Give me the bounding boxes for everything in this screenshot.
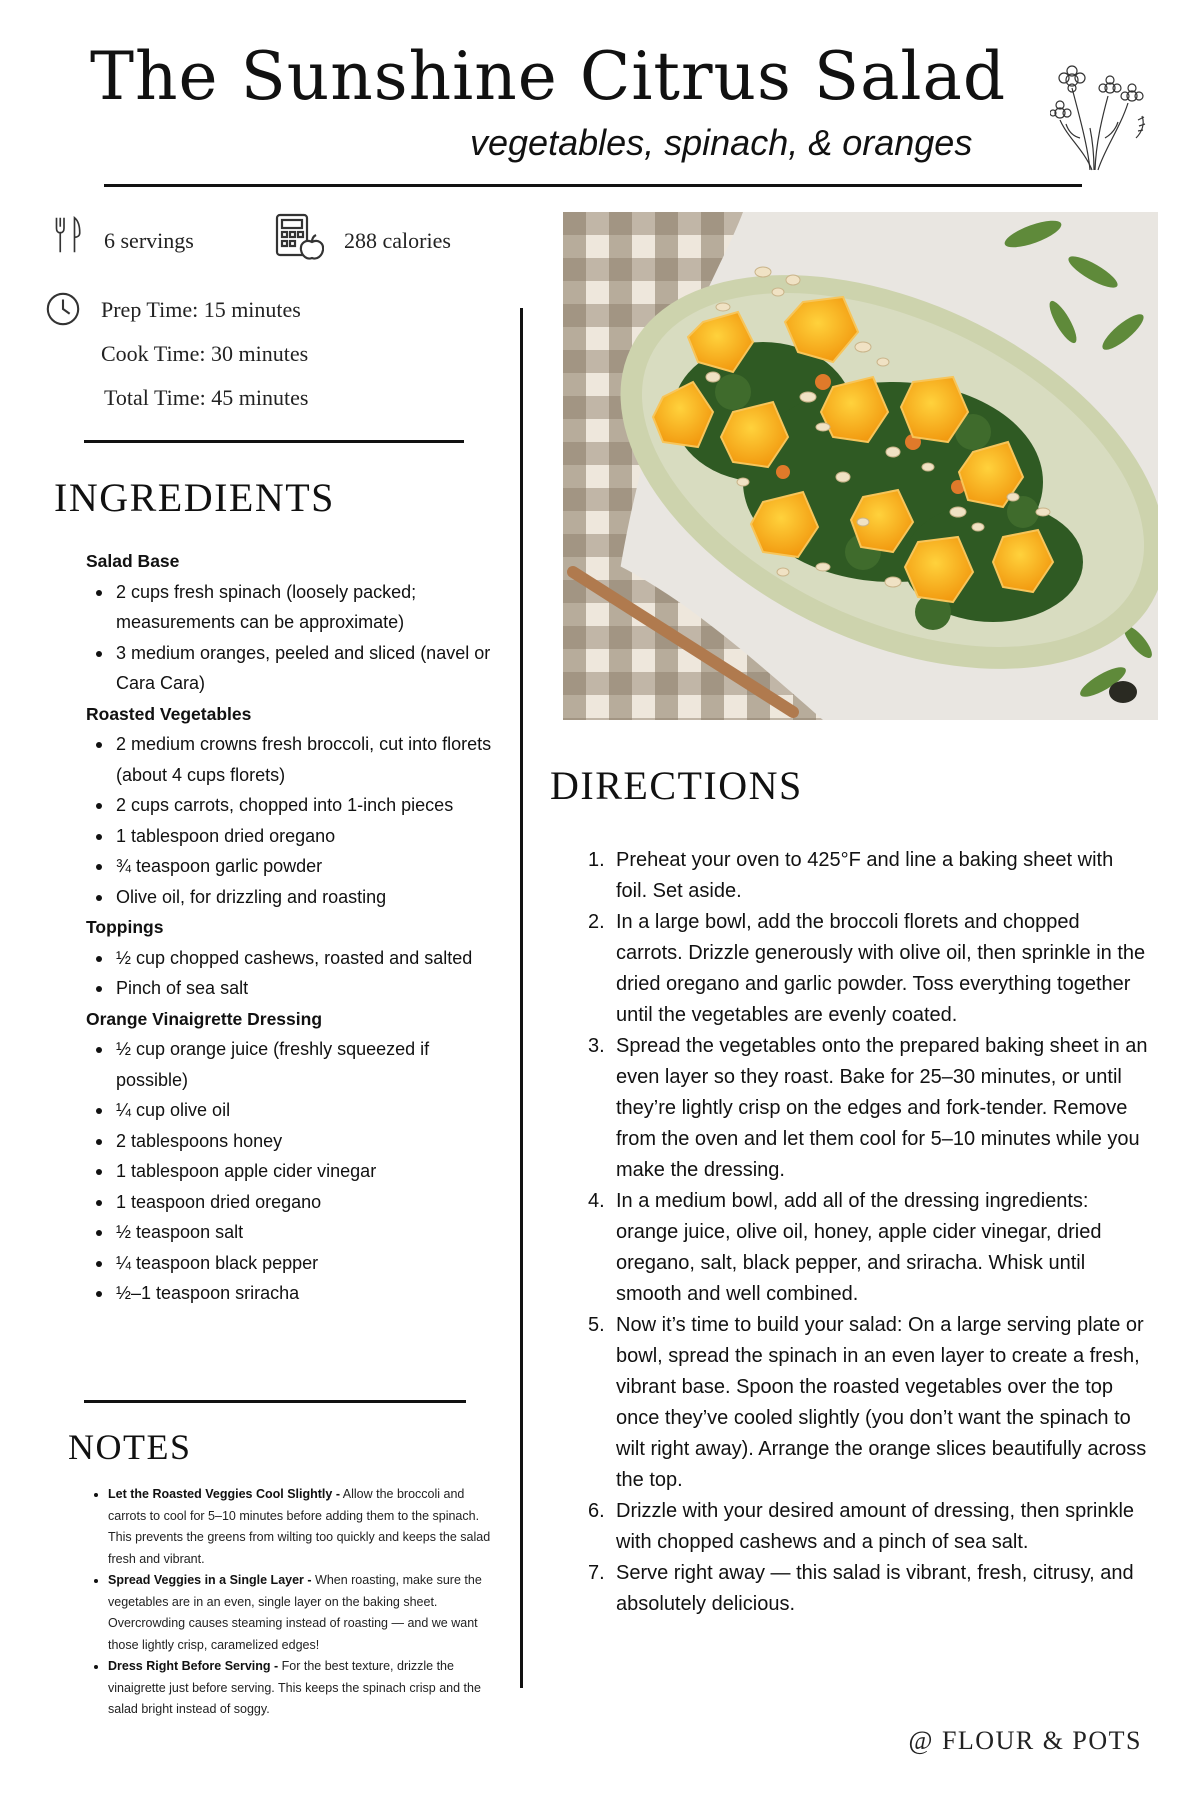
list-item: ½–1 teaspoon sriracha [86,1278,506,1309]
step-text: Now it’s time to build your salad: On a large serving plate or bowl, spread the spinach in an even layer to create a fresh, vibrant base. Spoon the roasted vegetables over the top once they’ve cooled slightly (you don’t want the spinach to wilt right away). Arrange the orange slices beautifully across the top. [616,1314,1147,1491]
direction-step: 2. In a large bowl, add the broccoli florets and chopped carrots. Drizzle generously with olive oil, then sprinkle in the dried oregano and garlic powder. Toss everything together until the vegetables are evenly coated. [588,911,1146,1026]
list-item: ¾ teaspoon garlic powder [86,851,506,882]
clock-icon [44,290,82,328]
ingredient-group-roasted-vegetables [86,699,506,913]
note-title: Let the Roasted Veggies Cool Slightly - [108,1487,340,1501]
ingredient-group-salad-base [86,546,506,699]
list-item: ½ cup chopped cashews, roasted and salted [86,943,506,974]
recipe-subtitle: vegetables, spinach, & oranges [470,122,973,163]
note-title: Dress Right Before Serving - [108,1659,279,1673]
list-item: ½ cup orange juice (freshly squeezed if possible) [86,1034,506,1095]
list-item: 3 medium oranges, peeled and sliced (navel or Cara Cara) [86,638,506,699]
direction-step: 3. Spread the vegetables onto the prepared baking sheet in an even layer so they roast. Bake for 25–30 minutes, or until they’re lightly crisp on the edges and fork-tender. Remove from the oven and let them cool for 5–10 minutes while you make the dressing. [588,1035,1148,1181]
direction-step: 1. Preheat your oven to 425°F and line a baking sheet with foil. Set aside. [588,849,1114,902]
list-item: 2 medium crowns fresh broccoli, cut into florets (about 4 cups florets) [86,729,506,790]
calories: 288 calories [344,228,451,253]
meta-divider [84,440,464,443]
list-item: ¼ teaspoon black pepper [86,1248,506,1279]
note-item [92,1570,496,1656]
list-item: ¼ cup olive oil [86,1095,506,1126]
list-item: Olive oil, for drizzling and roasting [86,882,506,913]
ingredients-list [86,546,506,1309]
direction-step: 4. In a medium bowl, add all of the dressing ingredients: orange juice, olive oil, honey, apple cider vinegar, dried oregano, salt, black pepper, and sriracha. Whisk until smooth and well combined. [588,1190,1102,1305]
cook-time: Cook Time: 30 minutes [101,341,309,366]
group-title: Roasted Vegetables [86,703,252,724]
group-title: Salad Base [86,551,180,571]
step-text: In a large bowl, add the broccoli florets and chopped carrots. Drizzle generously with olive oil, then sprinkle in the dried oregano and garlic powder. Toss everything together until the vegetables are evenly coated. [616,911,1146,1026]
list-item: 1 tablespoon apple cider vinegar [86,1156,506,1187]
list-item: 2 cups carrots, chopped into 1-inch pieces [86,790,506,821]
step-text: In a medium bowl, add all of the dressing ingredients: orange juice, olive oil, honey, apple cider vinegar, dried oregano, salt, black pepper, and sriracha. Whisk until smooth and well combined. [616,1190,1102,1305]
note-text: When roasting, make sure the vegetables are in an even, single layer on the baking sheet. Overcrowding causes steaming instead of roasting — and we want those lightly crisp, caramelized edges! [108,1573,482,1652]
direction-step: 6. Drizzle with your desired amount of dressing, then sprinkle with chopped cashews and a pinch of sea salt. [588,1500,1135,1553]
direction-step: 5. Now it’s time to build your salad: On a large serving plate or bowl, spread the spinach in an even layer to create a fresh, vibrant base. Spoon the roasted vegetables over the top once they’ve cooled slightly (you don’t want the spinach to wilt right away). Arrange the orange slices beautifully across the top. [588,1314,1147,1491]
group-title: Toppings [86,917,164,937]
note-item [92,1656,496,1721]
column-divider [520,308,523,1688]
servings: 6 servings [104,228,194,253]
ingredients-divider [84,1400,466,1403]
direction-step: 7. Serve right away — this salad is vibrant, fresh, citrusy, and absolutely delicious. [588,1562,1134,1615]
list-item: 2 cups fresh spinach (loosely packed; measurements can be approximate) [86,577,506,638]
salad-photo [563,212,1158,720]
header-divider [104,184,1082,187]
list-item: 2 tablespoons honey [86,1126,506,1157]
ingredient-group-orange-vinaigrette [86,1004,506,1309]
note-text: Allow the broccoli and carrots to cool for 5–10 minutes before adding them to the spinach. This prevents the greens from wilting too quickly and keeps the salad fresh and vibrant. [108,1487,491,1566]
list-item: Pinch of sea salt [86,973,506,1004]
step-text: Serve right away — this salad is vibrant, fresh, citrusy, and absolutely delicious. [616,1562,1134,1615]
wildflower-sketch-icon [1050,58,1150,173]
recipe-title: The Sunshine Citrus Salad [90,38,1007,115]
prep-time: Prep Time: 15 minutes [101,297,301,322]
ingredients-heading: INGREDIENTS [54,475,335,520]
total-time: Total Time: 45 minutes [104,385,309,410]
group-title: Orange Vinaigrette Dressing [86,1008,323,1029]
step-text: Spread the vegetables onto the prepared baking sheet in an even layer so they roast. Bake for 25–30 minutes, or until they’re lightly crisp on the edges and fork-tender. Remove from the oven and let them cool for 5–10 minutes while you make the dressing. [616,1035,1148,1181]
list-item: 1 teaspoon dried oregano [86,1187,506,1218]
notes-heading: NOTES [68,1427,192,1467]
directions-heading: DIRECTIONS [550,763,803,808]
utensils-icon [52,212,82,258]
note-text: For the best texture, drizzle the vinaigrette just before serving. This keeps the spinach crisp and the salad bright instead of soggy. [108,1659,481,1716]
note-title: Spread Veggies in a Single Layer - [108,1573,312,1587]
list-item: ½ teaspoon salt [86,1217,506,1248]
notes-list [92,1484,496,1721]
step-text: Preheat your oven to 425°F and line a baking sheet with foil. Set aside. [616,849,1114,902]
directions-list [588,845,1148,1620]
brand-credit: @ FLOUR & POTS [908,1726,1142,1755]
list-item: 1 tablespoon dried oregano [86,821,506,852]
note-item [92,1484,496,1570]
ingredient-group-toppings [86,912,506,1004]
calculator-apple-icon [274,212,324,262]
step-text: Drizzle with your desired amount of dressing, then sprinkle with chopped cashews and a pinch of sea salt. [616,1500,1135,1553]
